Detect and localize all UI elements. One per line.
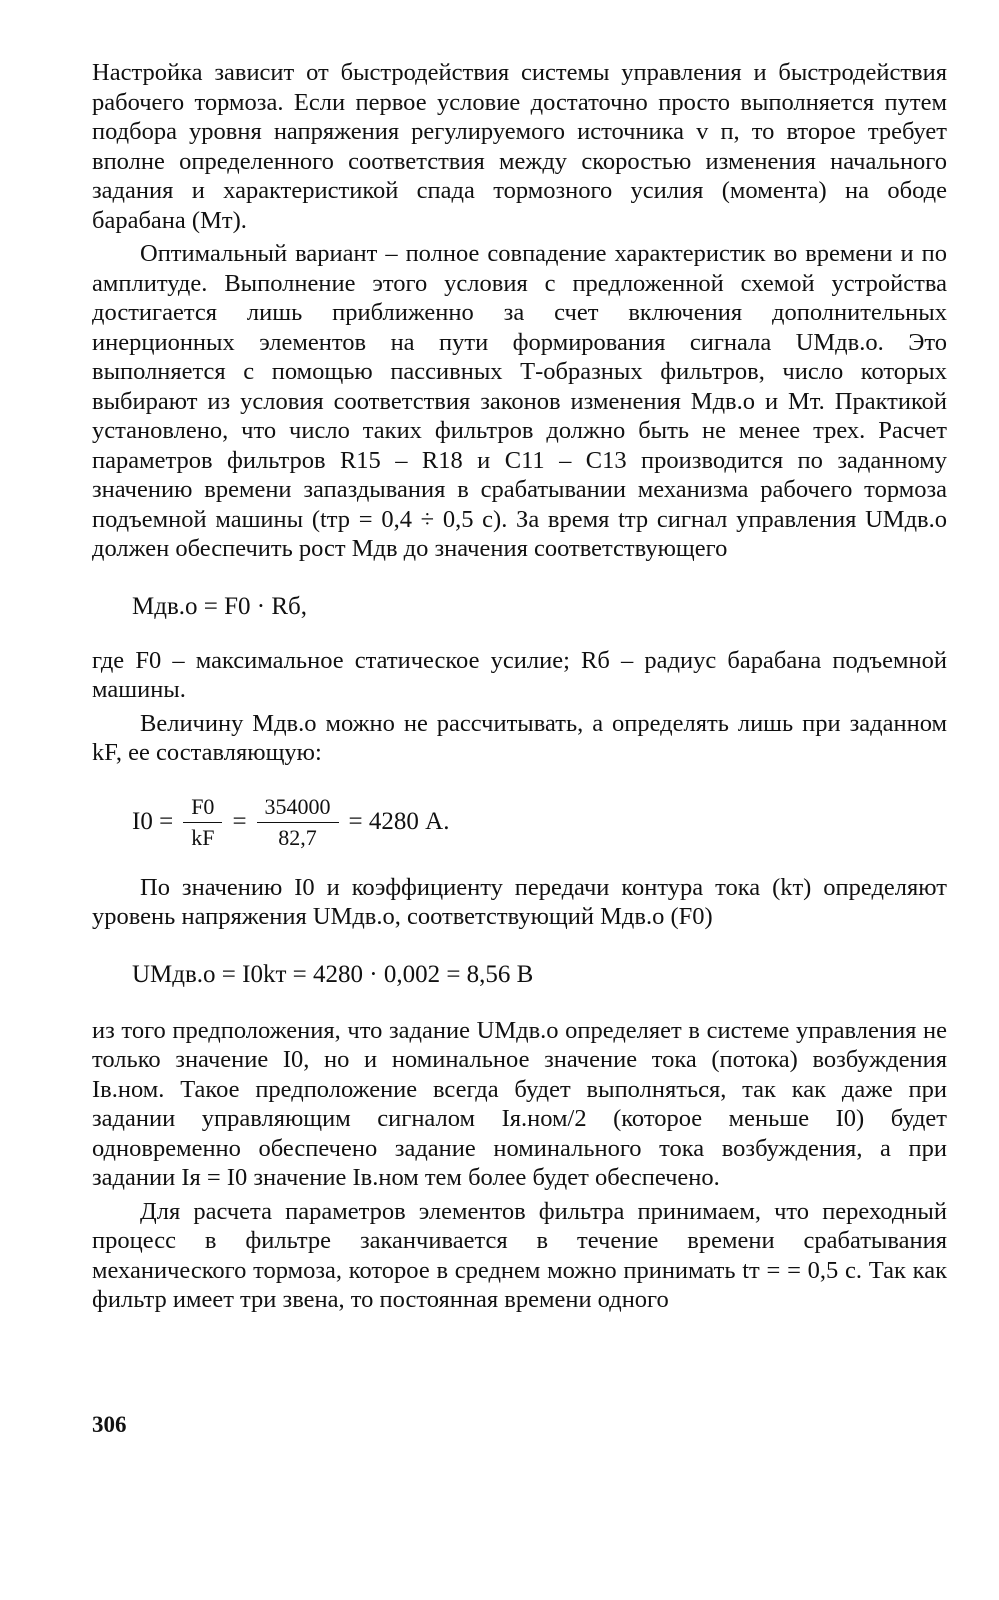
equation-result: = 4280 А. bbox=[348, 808, 450, 835]
fraction-denominator: 82,7 bbox=[278, 824, 317, 850]
paragraph: По значению I0 и коэффициенту передачи контура тока (kт) определяют уровень напряжения UMдв.о, соответствующий Mдв.о (F0) bbox=[92, 873, 947, 930]
fraction-numerator: F0 bbox=[183, 794, 222, 823]
paragraph: Величину Mдв.о можно не рассчитывать, а определять лишь при заданном kF, ее составляющую: bbox=[92, 709, 947, 766]
equation-current bbox=[132, 794, 947, 851]
paragraph: из того предположения, что задание UMдв.о определяет в системе управления не только значение I0, но и номинальное значение тока (потока) возбуждения Iв.ном. Такое предположение всегда будет выполняться, так как даже при задании управляющим сигналом Iя.ном/2 (которое меньше I0) будет одновременно обеспечено задание номинального тока возбуждения, а при задании Iя = I0 значение Iв.ном тем более будет обеспечено. bbox=[92, 1016, 947, 1191]
fraction-numerator: 354000 bbox=[257, 794, 339, 823]
equation-moment: Mдв.о = F0 · Rб, bbox=[132, 592, 307, 620]
equation-voltage: UMдв.о = I0kт = 4280 · 0,002 = 8,56 В bbox=[132, 960, 534, 988]
paragraph: Для расчета параметров элементов фильтра принимаем, что переходный процесс в фильтре заканчивается в течение времени срабатывания механического тормоза, которое в среднем можно принимать tт = = 0,5 с. Так как фильтр имеет три звена, то постоянная времени одного bbox=[92, 1197, 947, 1313]
paragraph: Настройка зависит от быстродействия системы управления и быстродействия рабочего тормоза. Если первое условие достаточно просто выполняется путем подбора уровня напряжения регулируемого источника v п, то второе требует вполне определенного соответствия между скоростью изменения начального задания и характеристикой спада тормозного усилия (момента) на ободе барабана (Mт). bbox=[92, 59, 947, 234]
paragraph: Оптимальный вариант – полное совпадение характеристик во времени и по амплитуде. Выполнение этого условия с предложенной схемой устройства достигается лишь приближенно за счет включения дополнительных инерционных элементов на пути формирования сигнала UMдв.о. Это выполняется с помощью пассивных Т-образных фильтров, число которых выбирают из условия соответствия законов изменения Mдв.о и Mт. Практикой установлено, что число таких фильтров должно быть не менее трех. Расчет параметров фильтров R15 – R18 и C11 – C13 производится по заданному значению времени запаздывания в срабатывании механизма рабочего тормоза подъемной машины (tтр = 0,4 ÷ 0,5 с). За время tтр сигнал управления UMдв.о должен обеспечить рост Mдв до значения соответствующего bbox=[92, 240, 947, 562]
equals-sign: = bbox=[232, 808, 247, 835]
fraction-symbolic bbox=[183, 794, 222, 851]
fraction-denominator: kF bbox=[191, 824, 215, 850]
page-number: 306 bbox=[92, 1412, 127, 1437]
equation-lhs: I0 = bbox=[132, 808, 174, 835]
fraction-numeric bbox=[257, 794, 339, 851]
paragraph: где F0 – максимальное статическое усилие; Rб – радиус барабана подъемной машины. bbox=[92, 646, 947, 703]
